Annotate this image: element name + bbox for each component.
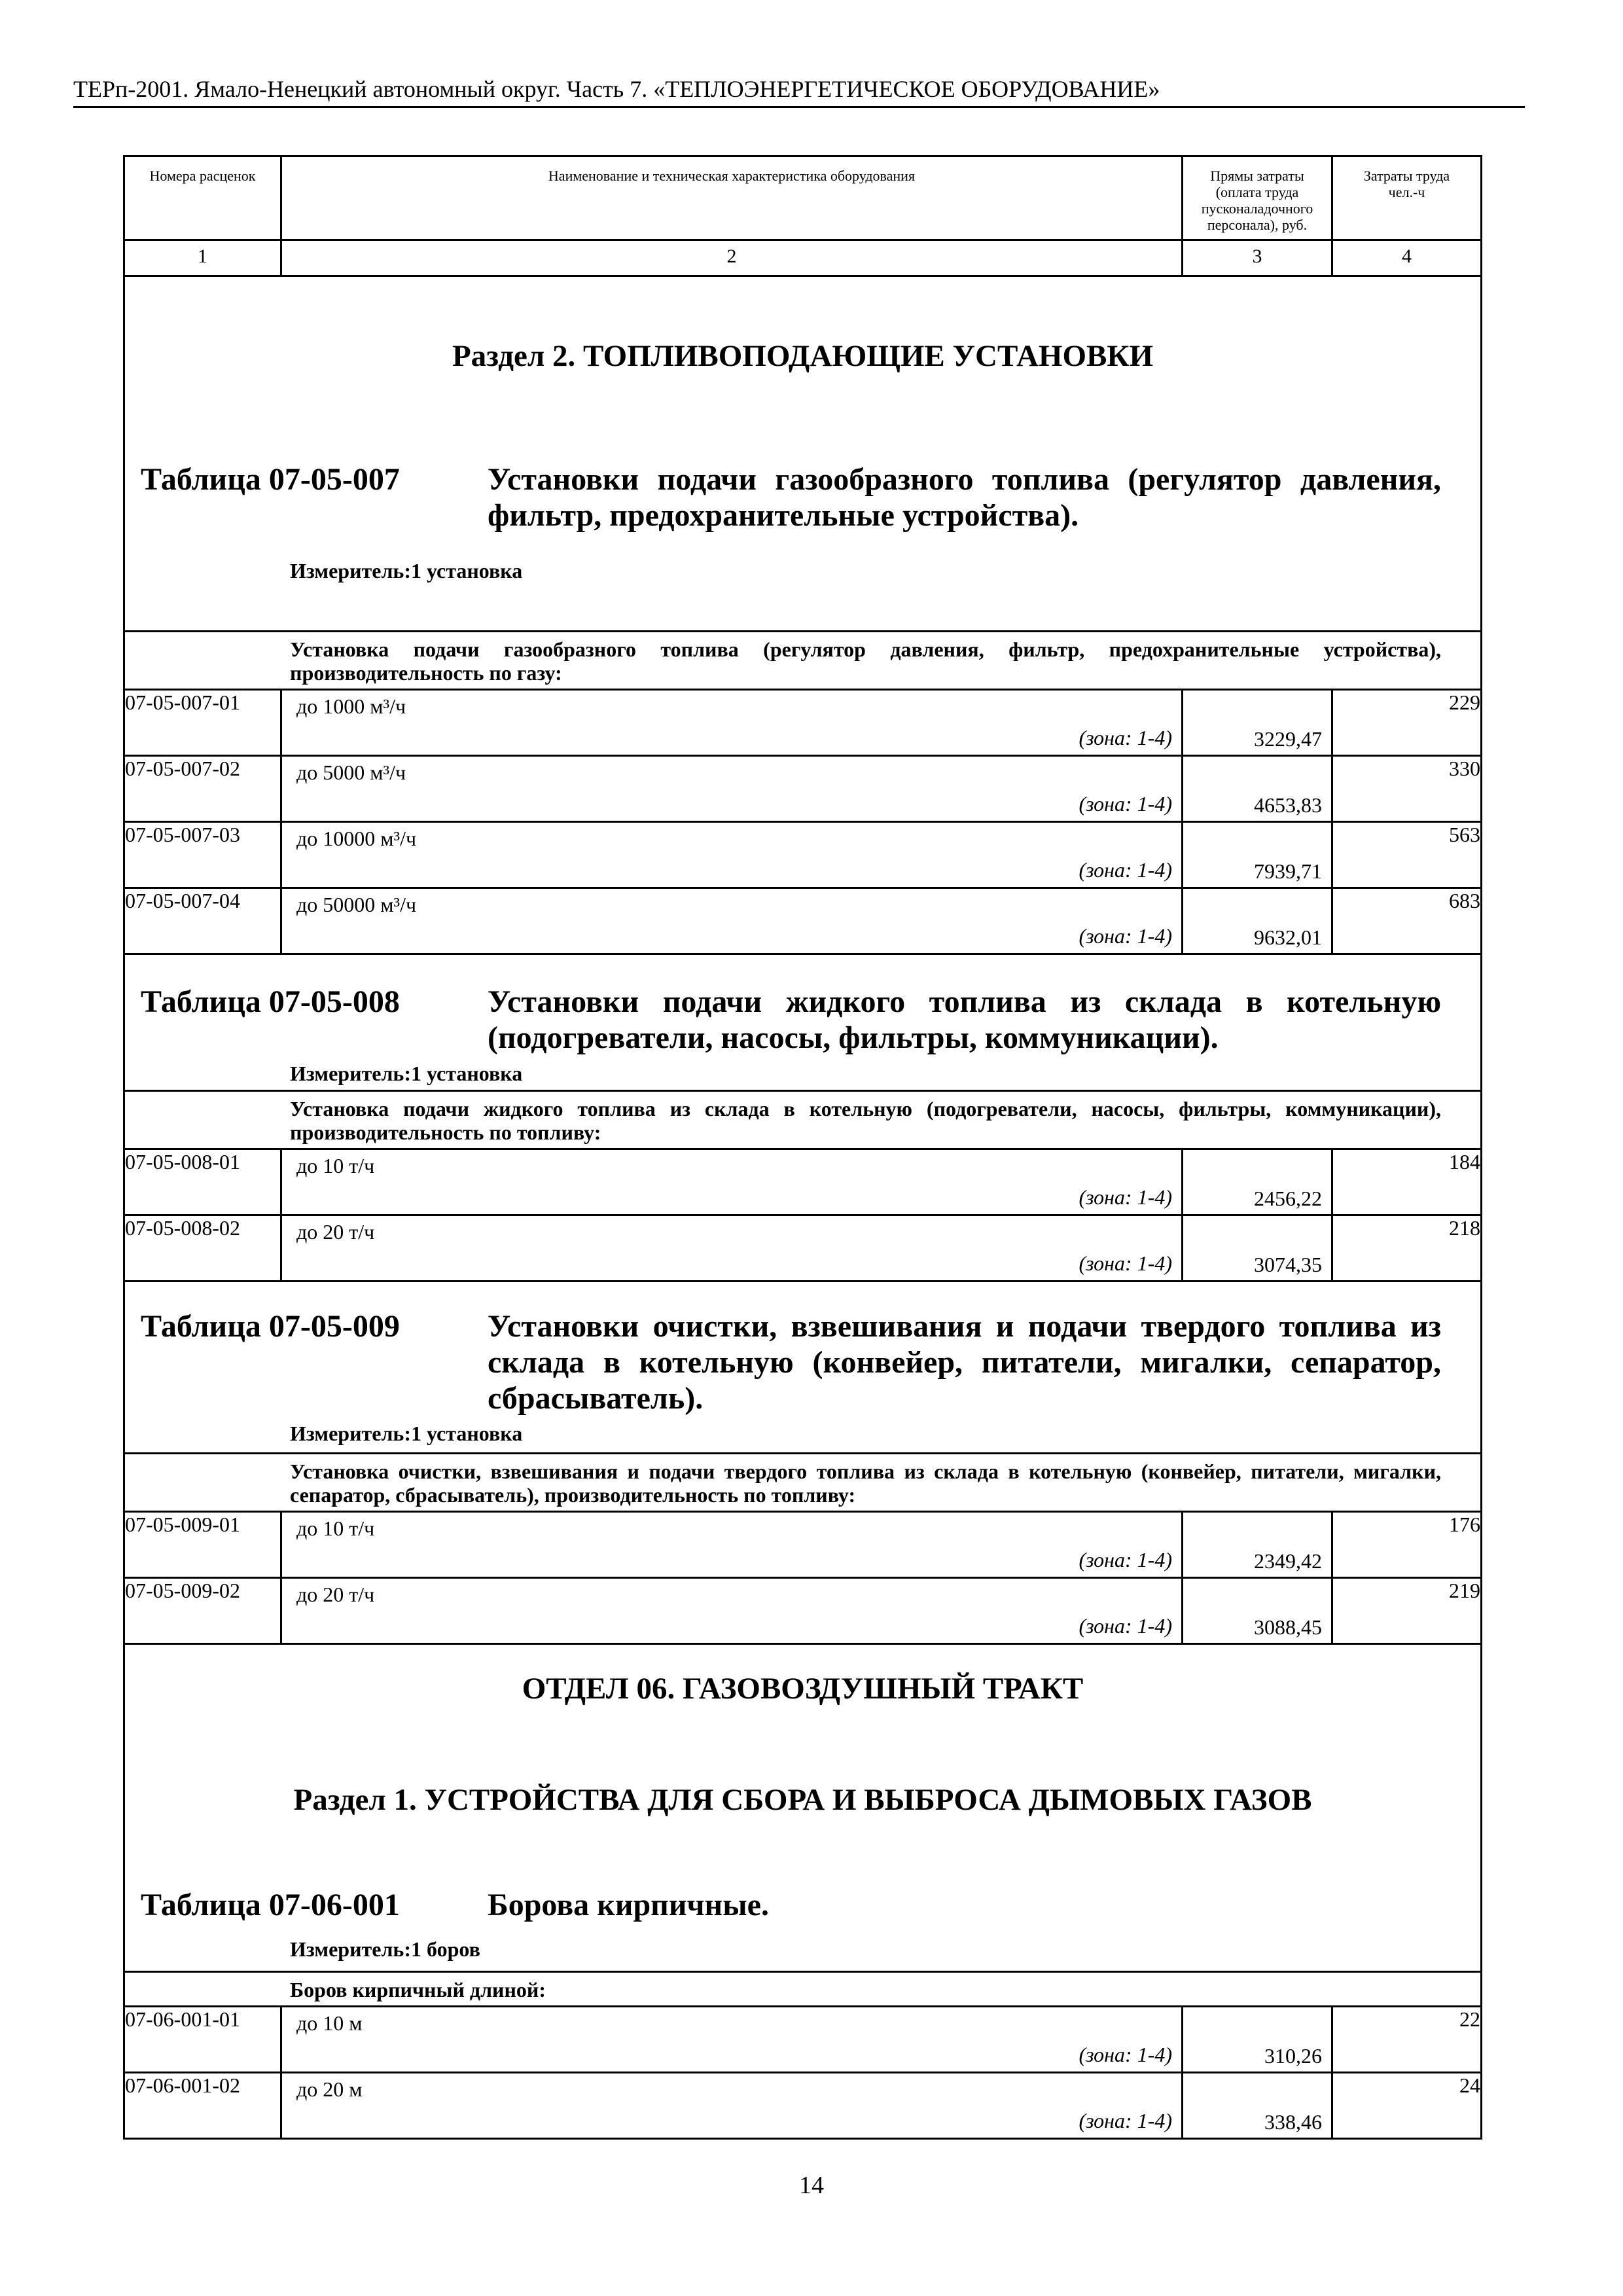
table-row xyxy=(124,1512,1482,1578)
item-name: до 5000 м³/ч xyxy=(296,761,406,784)
table-row xyxy=(124,2073,1482,2139)
table-number: Таблица 07-05-009 xyxy=(141,1309,400,1344)
running-head: ТЕРп-2001. Ямало-Ненецкий автономный округ. Часть 7. «ТЕПЛОЭНЕРГЕТИЧЕСКОЕ ОБОРУДОВАНИЕ» xyxy=(73,76,1160,102)
item-name: до 20 т/ч xyxy=(296,1220,375,1244)
rate-code: 07-05-008-02 xyxy=(124,1215,281,1282)
item-name: до 1000 м³/ч xyxy=(296,694,406,718)
col-number-1: 1 xyxy=(124,240,281,276)
table-heading-07-05-009 xyxy=(125,1308,1480,1416)
rate-code: 07-05-009-02 xyxy=(124,1578,281,1644)
col-header-cost: Прямы затраты (оплата труда пусконаладочного персонала), руб. xyxy=(1183,156,1332,240)
table-number: Таблица 07-05-008 xyxy=(141,984,400,1019)
group-description: Установка очистки, взвешивания и подачи твердого топлива из склада в котельную (конвейер, питатели, мигалки, сепаратор, сбрасыватель), производительность по топливу: xyxy=(290,1460,1441,1507)
direct-cost: 9632,01 xyxy=(1254,925,1322,949)
measure-unit: Измеритель:1 установка xyxy=(290,1062,523,1085)
rate-code: 07-05-008-01 xyxy=(124,1149,281,1215)
measure-unit: Измеритель:1 боров xyxy=(290,1937,480,1961)
direct-cost: 338,46 xyxy=(1264,2110,1322,2134)
col-header-name: Наименование и техническая характеристика оборудования xyxy=(281,156,1183,240)
labor-cost: 218 xyxy=(1332,1215,1482,1282)
direct-cost: 3229,47 xyxy=(1254,727,1322,751)
group-description-row xyxy=(124,1454,1482,1512)
zone-note: (зона: 1-4) xyxy=(1079,726,1172,749)
direct-cost: 4653,83 xyxy=(1254,793,1322,817)
column-number-row xyxy=(124,240,1482,276)
table-row xyxy=(124,888,1482,954)
item-name: до 10000 м³/ч xyxy=(296,827,417,850)
item-name: до 20 м xyxy=(296,2077,363,2101)
group-description: Установка подачи газообразного топлива (регулятор давления, фильтр, предохранительные устройства), производительность по газу: xyxy=(290,637,1441,685)
table-title: Установки подачи жидкого топлива из склада в котельную (подогреватели, насосы, фильтры, коммуникации). xyxy=(488,984,1441,1055)
rate-code: 07-06-001-01 xyxy=(124,2007,281,2073)
zone-note: (зона: 1-4) xyxy=(1079,1251,1172,1275)
measure-unit: Измеритель:1 установка xyxy=(290,1422,523,1445)
table-row xyxy=(124,1578,1482,1644)
zone-note: (зона: 1-4) xyxy=(1079,2109,1172,2132)
item-name: до 20 т/ч xyxy=(296,1583,375,1606)
item-name: до 10 т/ч xyxy=(296,1154,375,1177)
zone-note: (зона: 1-4) xyxy=(1079,858,1172,882)
labor-cost: 24 xyxy=(1332,2073,1482,2139)
rate-code: 07-05-007-01 xyxy=(124,690,281,756)
table-title: Борова кирпичные. xyxy=(488,1888,769,1922)
direct-cost: 3088,45 xyxy=(1254,1615,1322,1639)
group-description-row xyxy=(124,632,1482,690)
zone-note: (зона: 1-4) xyxy=(1079,2043,1172,2066)
section-title: Раздел 1. УСТРОЙСТВА ДЛЯ СБОРА И ВЫБРОСА ДЫМОВЫХ ГАЗОВ xyxy=(293,1783,1312,1817)
labor-cost: 176 xyxy=(1332,1512,1482,1578)
direct-cost: 7939,71 xyxy=(1254,859,1322,883)
table-row xyxy=(124,822,1482,888)
zone-note: (зона: 1-4) xyxy=(1079,924,1172,948)
page-number: 14 xyxy=(799,2172,824,2199)
rate-code: 07-05-007-03 xyxy=(124,822,281,888)
labor-cost: 563 xyxy=(1332,822,1482,888)
group-description: Боров кирпичный длиной: xyxy=(290,1978,546,2001)
table-heading-block xyxy=(124,1282,1482,1454)
direct-cost: 3074,35 xyxy=(1254,1253,1322,1276)
labor-cost: 683 xyxy=(1332,888,1482,954)
col-number-2: 2 xyxy=(281,240,1183,276)
zone-note: (зона: 1-4) xyxy=(1079,1185,1172,1209)
column-header-row xyxy=(124,156,1482,240)
col-header-codes: Номера расценок xyxy=(124,156,281,240)
direct-cost: 310,26 xyxy=(1264,2044,1322,2068)
rate-code: 07-05-007-04 xyxy=(124,888,281,954)
table-title: Установки очистки, взвешивания и подачи твердого топлива из склада в котельную (конвейер, питатели, мигалки, сепаратор, сбрасыватель). xyxy=(488,1309,1441,1416)
zone-note: (зона: 1-4) xyxy=(1079,792,1172,816)
table-row xyxy=(124,1215,1482,1282)
col-number-4: 4 xyxy=(1332,240,1482,276)
item-name: до 10 м xyxy=(296,2011,363,2035)
table-row xyxy=(124,2007,1482,2073)
table-heading-07-05-007 xyxy=(125,461,1480,533)
zone-note: (зона: 1-4) xyxy=(1079,1548,1172,1571)
group-description-row xyxy=(124,1091,1482,1149)
direct-cost: 2456,22 xyxy=(1254,1187,1322,1210)
department-title: ОТДЕЛ 06. ГАЗОВОЗДУШНЫЙ ТРАКТ xyxy=(522,1672,1084,1706)
col-header-labor: Затраты труда чел.-ч xyxy=(1332,156,1482,240)
table-heading-block xyxy=(124,954,1482,1091)
zone-note: (зона: 1-4) xyxy=(1079,1614,1172,1638)
section-title: Раздел 2. ТОПЛИВОПОДАЮЩИЕ УСТАНОВКИ xyxy=(452,339,1154,373)
item-name: до 10 т/ч xyxy=(296,1516,375,1540)
direct-cost: 2349,42 xyxy=(1254,1549,1322,1573)
labor-cost: 184 xyxy=(1332,1149,1482,1215)
table-heading-07-06-001 xyxy=(125,1887,1480,1923)
rates-table xyxy=(123,155,1482,2140)
section-block xyxy=(124,276,1482,632)
group-description: Установка подачи жидкого топлива из склада в котельную (подогреватели, насосы, фильтры, коммуникации), производительность по топливу: xyxy=(290,1097,1441,1144)
labor-cost: 229 xyxy=(1332,690,1482,756)
labor-cost: 219 xyxy=(1332,1578,1482,1644)
table-row xyxy=(124,1149,1482,1215)
department-block xyxy=(124,1644,1482,1972)
table-number: Таблица 07-05-007 xyxy=(141,462,400,497)
table-row xyxy=(124,756,1482,822)
table-title: Установки подачи газообразного топлива (регулятор давления, фильтр, предохранительные устройства). xyxy=(488,462,1441,533)
rate-code: 07-05-007-02 xyxy=(124,756,281,822)
rate-code: 07-05-009-01 xyxy=(124,1512,281,1578)
table-number: Таблица 07-06-001 xyxy=(141,1888,400,1922)
table-row xyxy=(124,690,1482,756)
table-heading-07-05-008 xyxy=(125,984,1480,1056)
labor-cost: 330 xyxy=(1332,756,1482,822)
group-description-row xyxy=(124,1972,1482,2007)
col-number-3: 3 xyxy=(1183,240,1332,276)
labor-cost: 22 xyxy=(1332,2007,1482,2073)
rate-code: 07-06-001-02 xyxy=(124,2073,281,2139)
measure-unit: Измеритель:1 установка xyxy=(290,559,523,583)
header-rule xyxy=(73,106,1525,108)
item-name: до 50000 м³/ч xyxy=(296,893,417,916)
